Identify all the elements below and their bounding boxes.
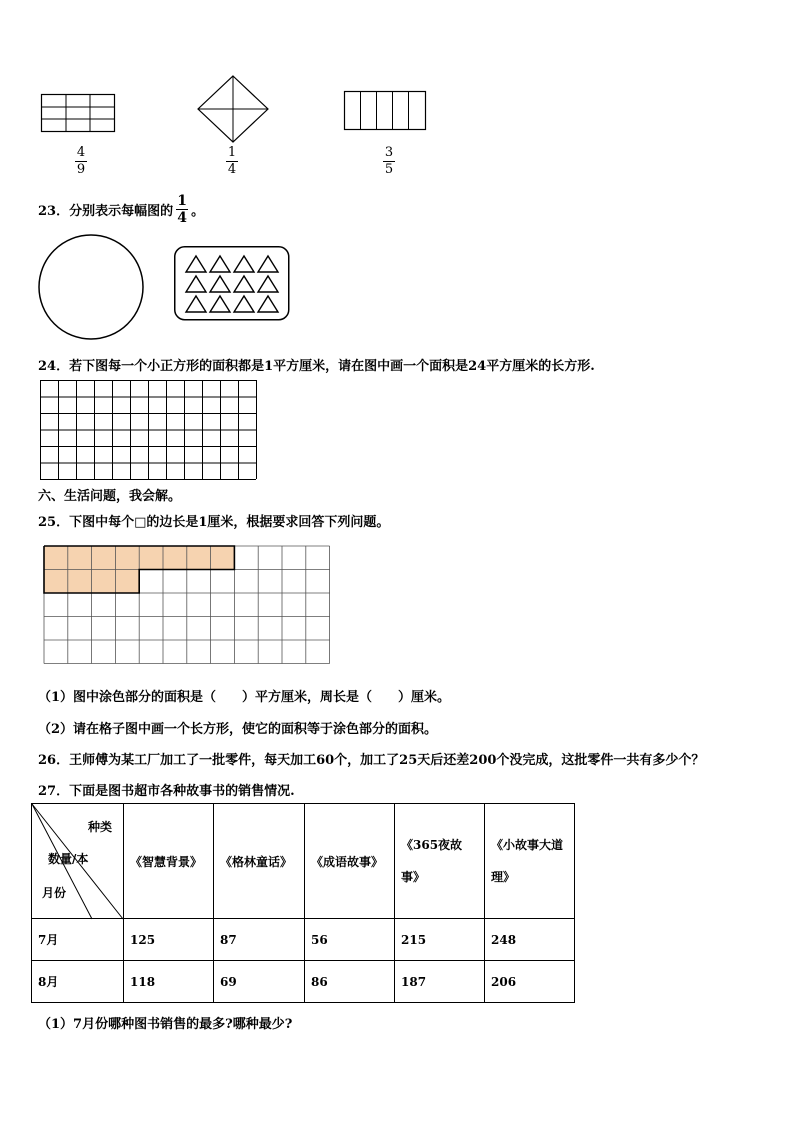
table-cell: 125 [124, 919, 214, 961]
question-24: 24．若下图每一个小正方形的面积都是1平方厘米，请在图中画一个面积是24平方厘米的长方形. [38, 359, 595, 374]
column-header: 《格林童话》 [214, 804, 305, 919]
triangle-icon [234, 276, 254, 292]
corner-top-label: 种类 [88, 820, 113, 834]
question-25-sub1: （1）图中涂色部分的面积是（ ）平方厘米，周长是（ ）厘米。 [38, 690, 451, 705]
triangles-figure [174, 246, 290, 322]
row-month: 8月 [32, 961, 124, 1003]
column-header: 《成语故事》 [305, 804, 395, 919]
bar-figure-3-5 [344, 91, 426, 131]
triangle-icon [210, 296, 230, 312]
column-header: 《小故事大道理》 [485, 804, 575, 919]
triangle-icon [234, 256, 254, 272]
fraction-1-4-q23: $\frac{1}{4}$ [177, 193, 187, 226]
table-cell: 69 [214, 961, 305, 1003]
circle-figure [38, 234, 144, 340]
triangle-icon [258, 276, 278, 292]
fraction-3-5: 3 5 [384, 145, 394, 177]
table-cell: 215 [395, 919, 485, 961]
square-grid-24 [40, 380, 259, 480]
question-25-sub2: （2）请在格子图中画一个长方形，使它的面积等于涂色部分的面积。 [38, 722, 438, 737]
table-cell: 248 [485, 919, 575, 961]
triangle-icon [234, 296, 254, 312]
question-25: 25．下图中每个□的边长是1厘米，根据要求回答下列问题。 [38, 515, 390, 530]
sales-table [31, 803, 575, 1003]
table-cell: 86 [305, 961, 395, 1003]
square-grid-25[interactable] [44, 546, 330, 666]
row-month: 7月 [32, 919, 124, 961]
triangle-icon [210, 276, 230, 292]
fraction-4-9: 4 9 [76, 145, 86, 177]
header-corner [32, 804, 124, 919]
table-cell: 206 [485, 961, 575, 1003]
question-27-sub1: （1）7月份哪种图书销售的最多?哪种最少? [38, 1017, 293, 1032]
triangle-icon [258, 296, 278, 312]
table-row [32, 961, 575, 1003]
corner-bottom-label: 月份 [42, 886, 67, 900]
triangle-icon [186, 256, 206, 272]
column-header: 《365夜故事》 [395, 804, 485, 919]
question-23: 23．分别表示每幅图的 $\frac{1}{4}$ 。 [38, 193, 205, 226]
section-6-title: 六、生活问题，我会解。 [38, 489, 182, 504]
corner-middle-label: 数量/本 [48, 852, 89, 866]
table-cell: 118 [124, 961, 214, 1003]
question-26: 26．王师傅为某工厂加工了一批零件，每天加工60个，加工了25天后还差200个没完成，这批零件一共有多少个？ [38, 753, 705, 768]
triangle-icon [258, 256, 278, 272]
column-header: 《智慧背景》 [124, 804, 214, 919]
table-cell: 56 [305, 919, 395, 961]
fraction-1-4: 1 4 [227, 145, 237, 177]
grid-figure-4-9 [41, 94, 115, 132]
triangle-icon [210, 256, 230, 272]
table-row [32, 919, 575, 961]
question-27: 27．下面是图书超市各种故事书的销售情况. [38, 784, 295, 799]
triangle-icon [186, 296, 206, 312]
table-cell: 187 [395, 961, 485, 1003]
table-cell: 87 [214, 919, 305, 961]
diamond-figure-1-4 [197, 75, 269, 143]
triangle-icon [186, 276, 206, 292]
